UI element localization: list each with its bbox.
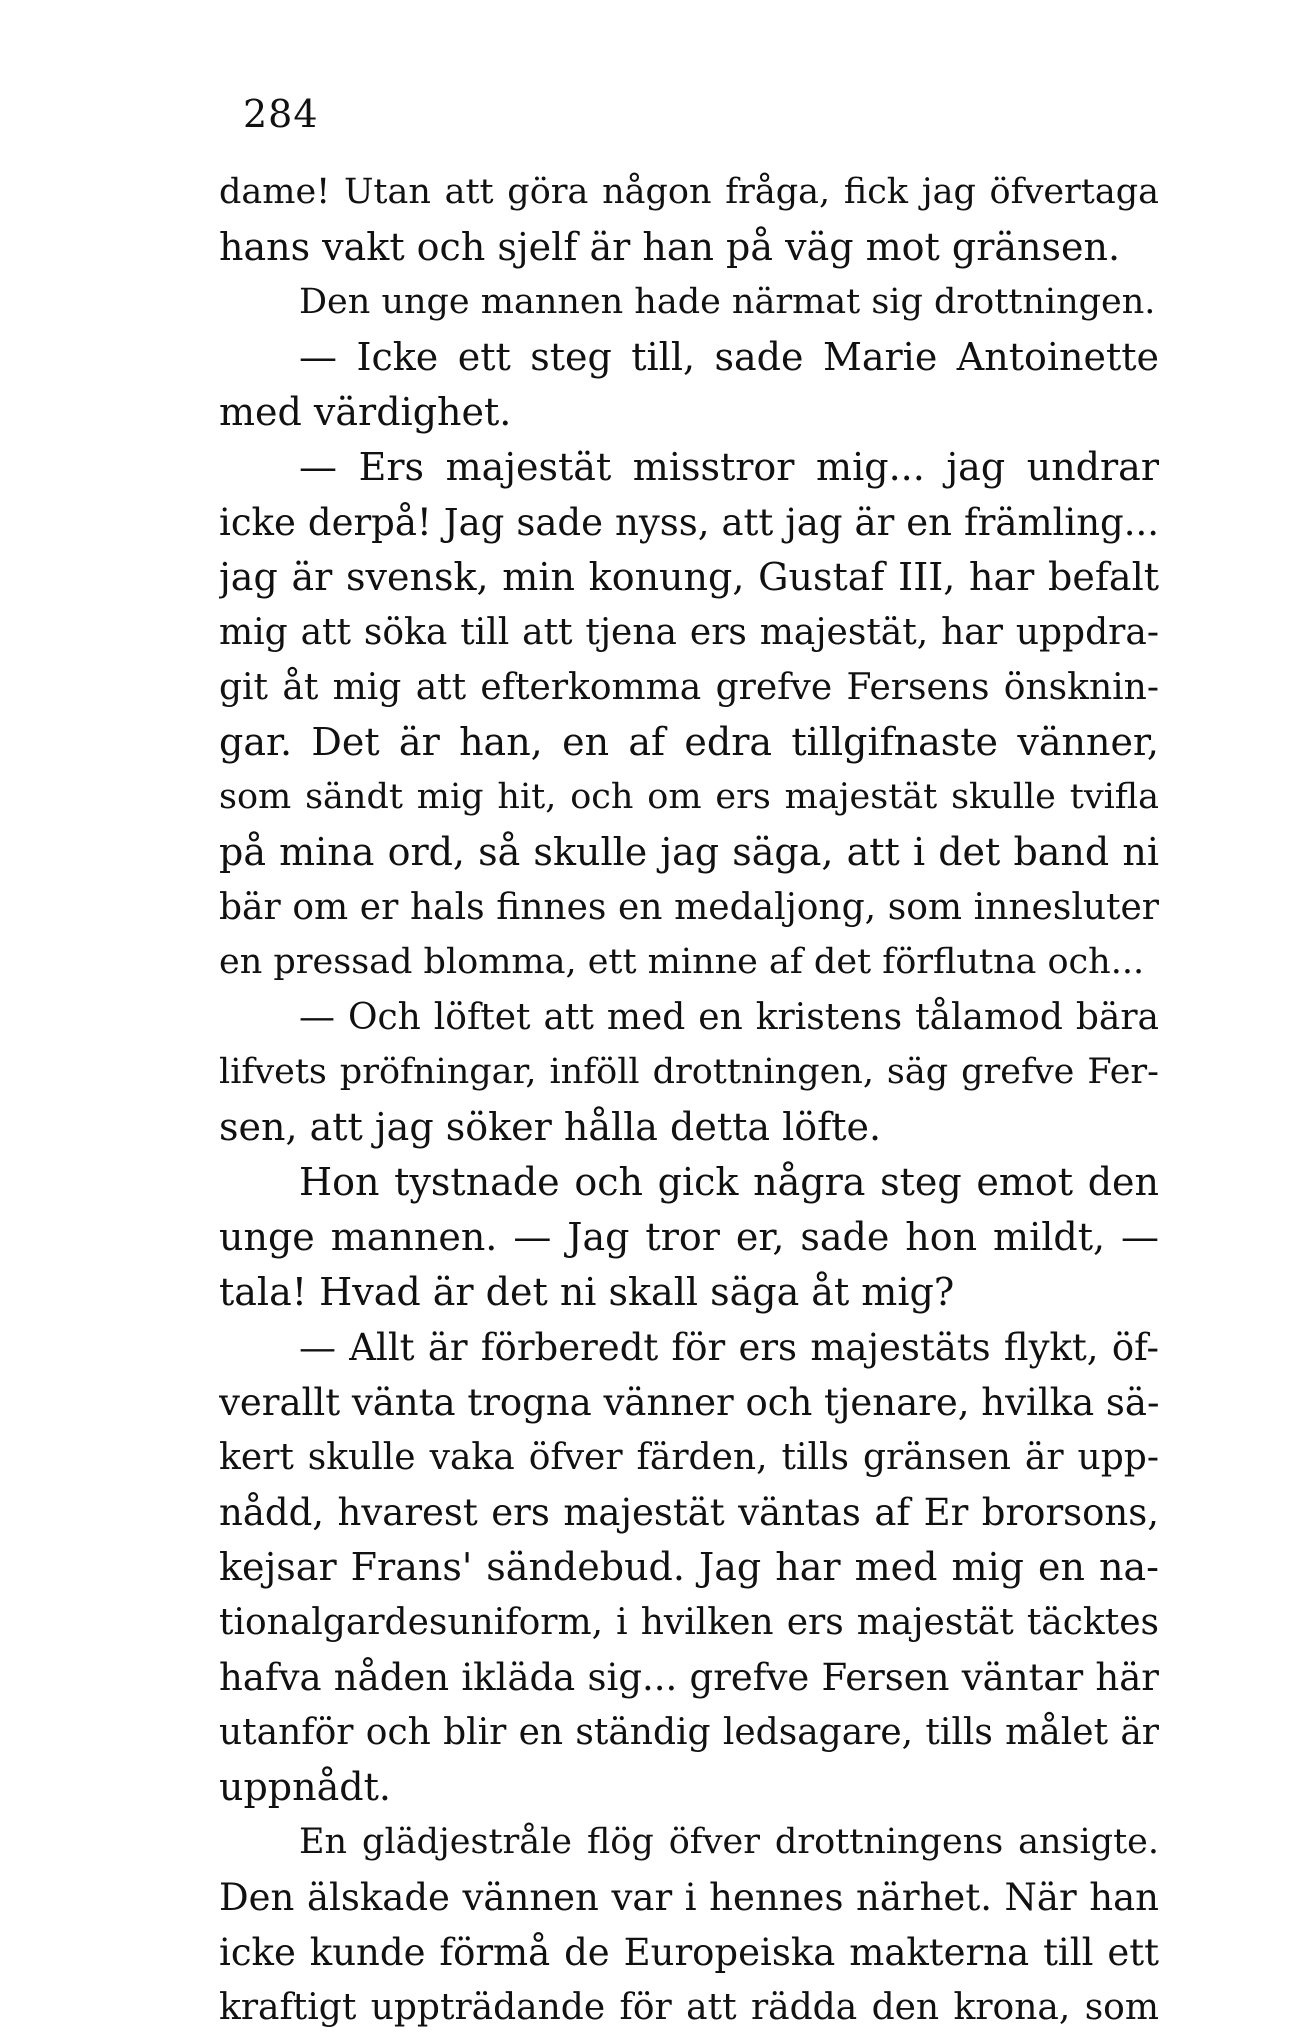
text-line: — Icke ett steg till, sade Marie Antoinette xyxy=(299,335,1159,379)
text-line: — Och löftet att med en kristens tålamod bära xyxy=(299,997,1159,1038)
text-line: Den unge mannen hade närmat sig drottningen. xyxy=(299,282,1156,322)
text-line: dame! Utan att göra någon fråga, fick jag öfvertaga xyxy=(219,172,1159,212)
text-line: gar. Det är han, en af edra tillgifnaste vänner, xyxy=(219,720,1159,764)
text-line: en pressad blomma, ett minne af det förflutna och... xyxy=(219,942,1145,982)
text-line: nådd, hvarest ers majestät väntas af Er brorsons, xyxy=(219,1491,1159,1534)
text-line: kejsar Frans' sändebud. Jag har med mig en na- xyxy=(219,1545,1159,1589)
text-line: icke derpå! Jag sade nyss, att jag är en främling... xyxy=(219,501,1159,544)
text-line: sen, att jag söker hålla detta löfte. xyxy=(219,1105,882,1149)
text-line: verallt vänta trogna vänner och tjenare, hvilka sä- xyxy=(219,1381,1159,1424)
text-line: git åt mig att efterkomma grefve Fersens önsknin- xyxy=(219,667,1159,708)
text-line: — Ers majestät misstror mig... jag undrar xyxy=(299,445,1159,489)
text-line: bär om er hals finnes en medaljong, som innesluter xyxy=(219,887,1159,928)
text-line: kert skulle vaka öfver färden, tills gränsen är upp- xyxy=(219,1437,1159,1478)
text-line: En glädjestråle flög öfver drottningens ansigte. xyxy=(299,1822,1159,1862)
text-line: på mina ord, så skulle jag säga, att i det band ni xyxy=(219,830,1159,874)
text-line: unge mannen. — Jag tror er, sade hon mildt, — xyxy=(219,1215,1159,1259)
page-number: 284 xyxy=(243,92,319,136)
text-line: icke kunde förmå de Europeiska makterna till ett xyxy=(219,1931,1159,1974)
text-line: tionalgardesuniform, i hvilken ers majestät täcktes xyxy=(219,1602,1159,1643)
text-line: som sändt mig hit, och om ers majestät skulle tvifla xyxy=(219,777,1159,817)
text-line: mig att söka till att tjena ers majestät, har uppdra- xyxy=(219,612,1159,653)
body-text xyxy=(219,165,1159,2035)
text-line: kraftigt uppträdande för att rädda den krona, som xyxy=(219,1987,1159,2028)
text-line: tala! Hvad är det ni skall säga åt mig? xyxy=(219,1270,955,1314)
text-line: lifvets pröfningar, inföll drottningen, säg grefve Fer- xyxy=(219,1052,1159,1092)
text-line: hans vakt och sjelf är han på väg mot gränsen. xyxy=(219,225,1121,269)
text-line: Hon tystnade och gick några steg emot den xyxy=(299,1160,1159,1204)
text-line: Den älskade vännen var i hennes närhet. När han xyxy=(219,1876,1159,1919)
text-line: — Allt är förberedt för ers majestäts flykt, öf- xyxy=(299,1326,1159,1369)
text-line: utanför och blir en ständig ledsagare, tills målet är xyxy=(219,1712,1159,1753)
text-line: med värdighet. xyxy=(219,390,512,434)
text-line: uppnådt. xyxy=(219,1765,391,1809)
text-line: jag är svensk, min konung, Gustaf III, har befalt xyxy=(219,555,1159,599)
text-line: hafva nåden ikläda sig... grefve Fersen väntar här xyxy=(219,1656,1159,1699)
